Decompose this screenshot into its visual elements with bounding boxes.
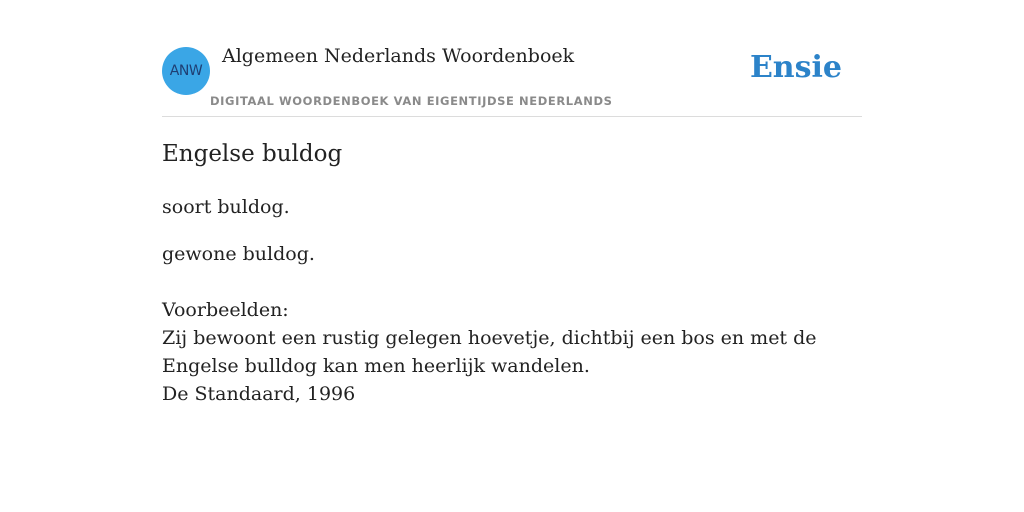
example-text: Zij bewoont een rustig gelegen hoevetje, dichtbij een bos en met de Engelse bulldog kan men heerlijk wandelen. <box>162 327 817 377</box>
entry-content <box>162 138 862 408</box>
anw-logo-text: ANW <box>169 63 203 79</box>
definition-2: gewone buldog. <box>162 243 315 265</box>
definition-1: soort buldog. <box>162 196 290 218</box>
anw-logo[interactable] <box>162 47 210 95</box>
examples-label: Voorbeelden: <box>162 299 289 321</box>
examples-block <box>162 296 862 408</box>
site-header <box>162 0 862 117</box>
entry-headword: Engelse buldog <box>162 141 343 167</box>
site-subtitle: DIGITAAL WOORDENBOEK VAN EIGENTIJDSE NEDERLANDS <box>210 94 613 108</box>
site-title[interactable]: Algemeen Nederlands Woordenboek <box>222 45 575 67</box>
ensie-brand-link[interactable]: Ensie <box>749 50 842 85</box>
example-source: De Standaard, 1996 <box>162 383 356 405</box>
